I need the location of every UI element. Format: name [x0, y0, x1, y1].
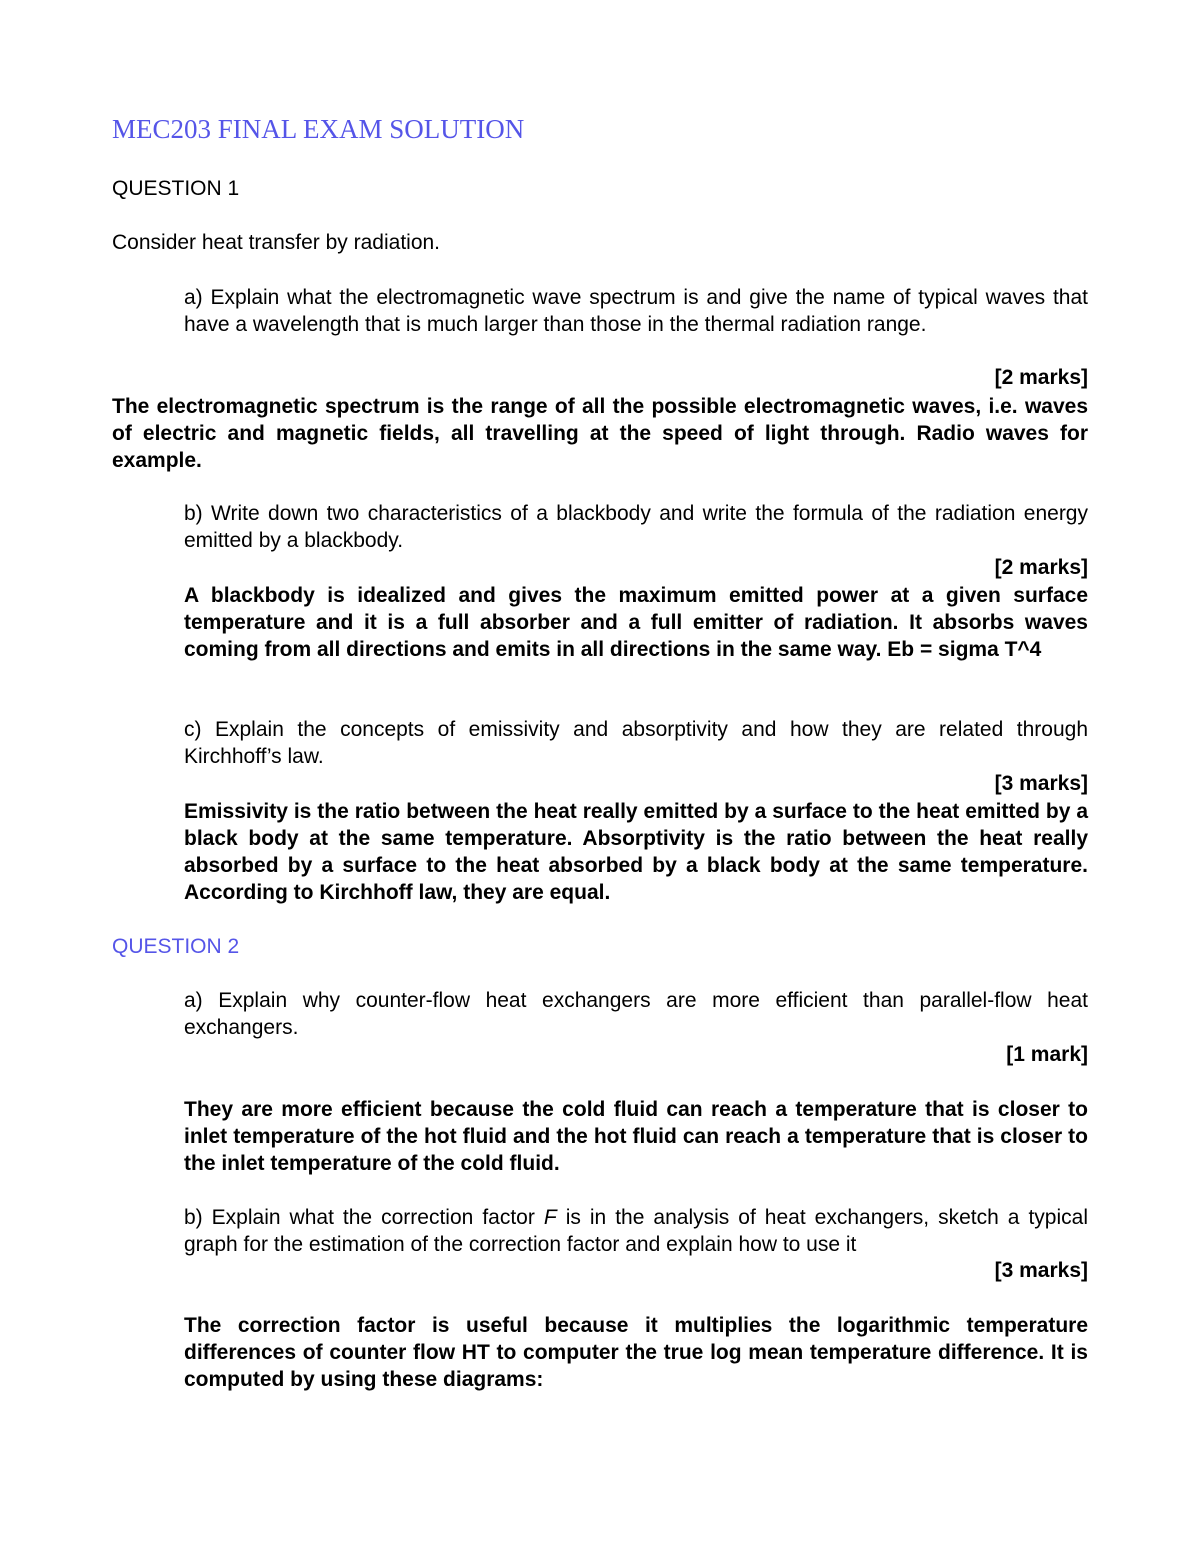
question-2b-answer: The correction factor is useful because it multiplies the logarithmic temperature differences of counter flow HT to computer the true log mean temperature difference. It is computed by using these diagrams:: [184, 1314, 1088, 1391]
question-1b-answer: A blackbody is idealized and gives the maximum emitted power at a given surface temperature and it is a full absorber and a full emitter of radiation. It absorbs waves coming from all directions and emits in all directions in the same way. Eb = sigma T^4: [184, 584, 1088, 661]
question-2-heading: QUESTION 2: [112, 935, 240, 958]
question-1c-marks: [3 marks]: [994, 772, 1088, 795]
question-1-intro: Consider heat transfer by radiation.: [112, 231, 441, 254]
question-1a-marks: [2 marks]: [994, 366, 1088, 389]
correction-factor-variable: F: [543, 1206, 557, 1229]
question-2b-marks: [3 marks]: [994, 1259, 1088, 1282]
question-1b-marks: [2 marks]: [994, 556, 1088, 579]
question-2b-text-after-variable: is in the analysis of heat exchangers, sketch a typical graph for the estimation of the correction factor and explain how to use it: [184, 1206, 1088, 1256]
document-title: MEC203 FINAL EXAM SOLUTION: [112, 114, 525, 144]
question-2a-answer: They are more efficient because the cold fluid can reach a temperature that is closer to inlet temperature of the hot fluid and the hot fluid can reach a temperature that is closer to the inlet temperature of the cold fluid.: [184, 1098, 1088, 1175]
question-1a-answer: The electromagnetic spectrum is the range of all the possible electromagnetic waves, i.e. waves of electric and magnetic fields, all travelling at the speed of light through. Radio waves for example.: [112, 395, 1088, 472]
question-2a-text: a) Explain why counter-flow heat exchangers are more efficient than parallel-flow heat exchangers.: [184, 989, 1088, 1039]
question-1-heading: QUESTION 1: [112, 177, 240, 200]
question-1a-text: a) Explain what the electromagnetic wave spectrum is and give the name of typical waves that have a wavelength that is much larger than those in the thermal radiation range.: [184, 286, 1088, 336]
question-1c-text: c) Explain the concepts of emissivity and absorptivity and how they are related through Kirchhoff’s law.: [184, 718, 1088, 768]
question-1c-answer: Emissivity is the ratio between the heat really emitted by a surface to the heat emitted by a black body at the same temperature. Absorptivity is the ratio between the heat really absorbed by a surface to the heat absorbed by a black body at the same temperature. According to Kirchhoff law, they are equal.: [184, 800, 1088, 904]
question-2a-marks: [1 mark]: [1006, 1043, 1088, 1066]
question-1b-text: b) Write down two characteristics of a blackbody and write the formula of the radiation energy emitted by a blackbody.: [184, 502, 1088, 552]
question-2b-text-before-variable: b) Explain what the correction factor: [184, 1206, 544, 1229]
question-2b-text: [184, 1205, 1088, 1259]
